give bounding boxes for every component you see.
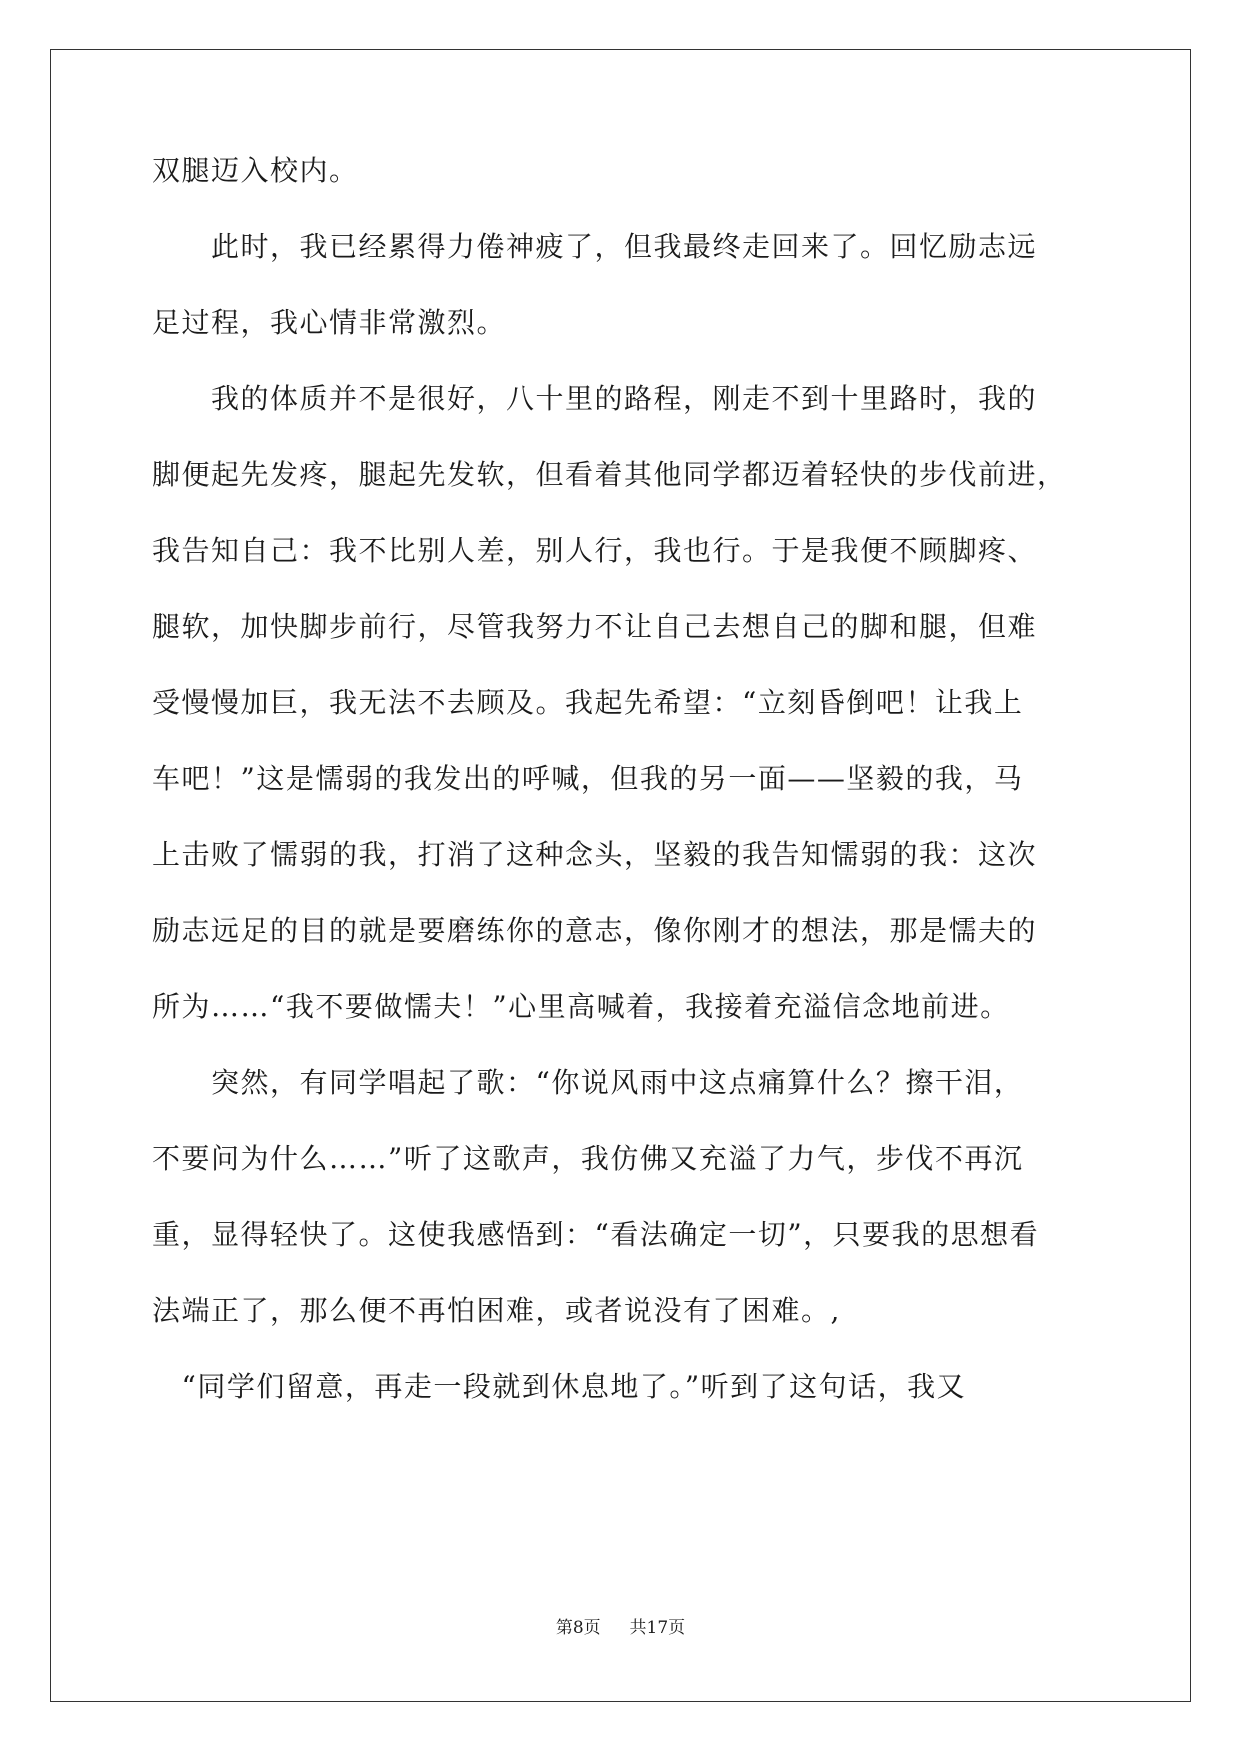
text-line: 突然，有同学唱起了歌：“你说风雨中这点痛算什么？擦干泪， [152, 1066, 1024, 1099]
page-border [50, 49, 1191, 1702]
text-line: 此时，我已经累得力倦神疲了，但我最终走回来了。回忆励志远 [152, 230, 1038, 263]
page-number: 第8页 [555, 1618, 601, 1638]
text-line: 脚便起先发疼，腿起先发软，但看着其他同学都迈着轻快的步伐前进， [152, 458, 1067, 491]
text-line: 双腿迈入校内。 [152, 154, 359, 187]
text-line: 所为……“我不要做懦夫！”心里高喊着，我接着充溢信念地前进。 [152, 990, 1010, 1023]
text-line: 励志远足的目的就是要磨练你的意志，像你刚才的想法，那是懦夫的 [152, 914, 1038, 947]
page-footer [0, 1616, 1241, 1640]
text-line: 足过程，我心情非常激烈。 [152, 306, 507, 339]
text-line: 上击败了懦弱的我，打消了这种念头，坚毅的我告知懦弱的我：这次 [152, 838, 1038, 871]
text-line: “同学们留意，再走一段就到休息地了。”听到了这句话，我又 [152, 1370, 967, 1403]
text-line: 重，显得轻快了。这使我感悟到：“看法确定一切”，只要我的思想看 [152, 1218, 1040, 1251]
text-line: 法端正了，那么便不再怕困难，或者说没有了困难。, [152, 1294, 841, 1327]
text-line: 腿软，加快脚步前行，尽管我努力不让自己去想自己的脚和腿，但难 [152, 610, 1038, 643]
text-line: 我的体质并不是很好，八十里的路程，刚走不到十里路时，我的 [152, 382, 1038, 415]
text-line: 受慢慢加巨，我无法不去顾及。我起先希望：“立刻昏倒吧！让我上 [152, 686, 1024, 719]
text-line: 不要问为什么……”听了这歌声，我仿佛又充溢了力气，步伐不再沉 [152, 1142, 1024, 1175]
text-line: 我告知自己：我不比别人差，别人行，我也行。于是我便不顾脚疼、 [152, 534, 1038, 567]
text-line: 车吧！”这是懦弱的我发出的呼喊，但我的另一面——坚毅的我，马 [152, 762, 1024, 795]
page-total: 共17页 [629, 1618, 686, 1638]
